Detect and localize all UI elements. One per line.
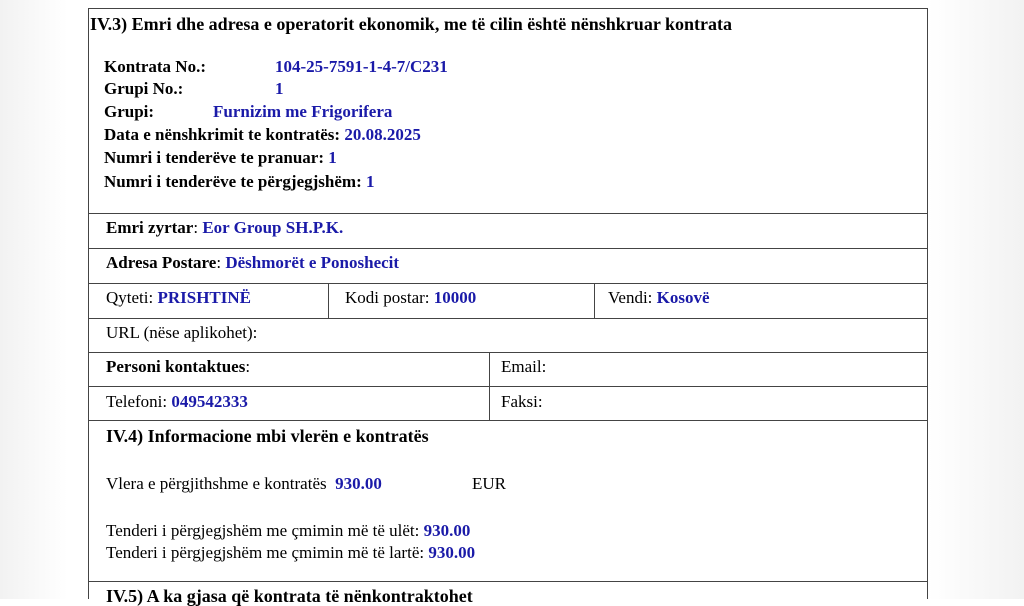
url-label: URL (nëse aplikohet): [106, 323, 258, 342]
cell-divider [594, 283, 595, 318]
section-iv3-title: IV.3) Emri dhe adresa e operatorit ekonomik, me të cilin është nënshkruar kontrata [90, 14, 732, 34]
postal-code-label: Kodi postar: [345, 288, 430, 307]
contact-person-label: Personi kontaktues [106, 357, 246, 376]
viewer-background-right [928, 0, 1024, 599]
official-name-label: Emri zyrtar [106, 218, 194, 237]
tenders-responsive-label: Numri i tenderëve te përgjegjshëm: [104, 172, 362, 191]
phone-value: 049542333 [171, 392, 248, 411]
city-value: PRISHTINË [157, 288, 251, 307]
contract-no-label: Kontrata No.: [104, 57, 206, 76]
city-label: Qyteti: [106, 288, 154, 307]
group-label: Grupi: [104, 102, 155, 121]
official-name-row: Emri zyrtar: Eor Group SH.P.K. [106, 218, 344, 237]
total-value: 930.00 [335, 474, 382, 493]
postal-address-value: Dëshmorët e Ponoshecit [225, 253, 400, 272]
group-no-value: 1 [275, 79, 284, 98]
country-cell [608, 288, 710, 308]
row-divider [88, 318, 928, 319]
group-no-label: Grupi No.: [104, 79, 184, 98]
row-divider [88, 248, 928, 249]
sign-date-value: 20.08.2025 [344, 125, 421, 144]
lowest-price-label: Tenderi i përgjegjshëm me çmimin më të ulët: [106, 521, 420, 540]
highest-price-row [106, 543, 475, 563]
contract-no-value: 104-25-7591-1-4-7/C231 [275, 57, 448, 76]
currency: EUR [472, 474, 506, 493]
section-divider [88, 581, 928, 582]
row-divider [88, 352, 928, 353]
postal-address-label: Adresa Postare [106, 253, 217, 272]
postal-code-value: 10000 [433, 288, 477, 307]
contact-person-cell: Personi kontaktues: [106, 357, 251, 376]
postal-address-row: Adresa Postare: Dëshmorët e Ponoshecit [106, 253, 400, 272]
total-value-label: Vlera e përgjithshme e kontratës [106, 474, 327, 493]
country-value: Kosovë [656, 288, 710, 307]
country-label: Vendi: [608, 288, 653, 307]
document-page [88, 0, 928, 606]
table-border-top [88, 8, 928, 9]
sign-date-label [104, 125, 421, 145]
email-label: Email: [501, 357, 547, 376]
phone-label: Telefoni: [106, 392, 168, 411]
highest-price-label: Tenderi i përgjegjshëm me çmimin më të lartë: [106, 543, 425, 562]
highest-price-value: 930.00 [428, 543, 476, 562]
tenders-received-value: 1 [328, 148, 337, 167]
city-cell [106, 288, 251, 308]
section-iv5-title: IV.5) A ka gjasa që kontrata të nënkontraktohet [106, 586, 473, 606]
group-value: Furnizim me Frigorifera [213, 102, 393, 121]
section-iv4-title: IV.4) Informacione mbi vlerën e kontratës [106, 426, 429, 446]
postal-code-cell [345, 288, 476, 308]
row-divider [88, 283, 928, 284]
tenders-responsive [104, 172, 375, 192]
cell-divider [328, 283, 329, 318]
total-value-row [106, 474, 382, 494]
fax-label: Faksi: [501, 392, 543, 411]
row-divider [88, 213, 928, 214]
lowest-price-row [106, 521, 470, 541]
row-divider [88, 386, 928, 387]
section-divider [88, 420, 928, 421]
official-name-value: Eor Group SH.P.K. [202, 218, 344, 237]
viewer-background-left [0, 0, 68, 599]
tenders-received-label: Numri i tenderëve te pranuar: [104, 148, 325, 167]
sign-date-label-text: Data e nënshkrimit te kontratës: [104, 125, 341, 144]
tenders-received [104, 148, 337, 168]
tenders-responsive-value: 1 [366, 172, 375, 191]
table-border-left [88, 8, 89, 599]
phone-cell [106, 392, 248, 412]
lowest-price-value: 930.00 [423, 521, 471, 540]
table-border-right [927, 8, 928, 599]
